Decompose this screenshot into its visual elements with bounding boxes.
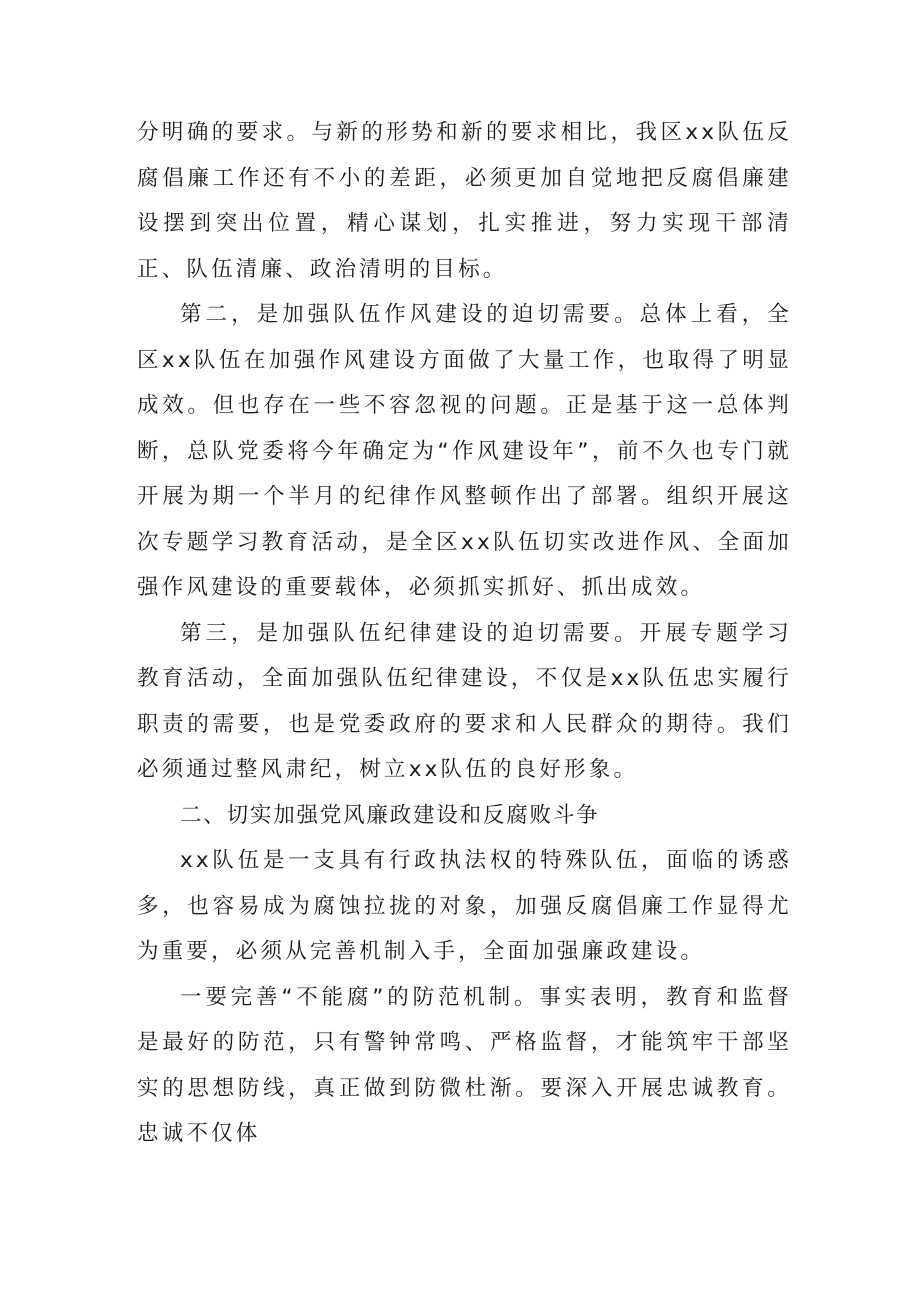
paragraph-continuation: 分明确的要求。与新的形势和新的要求相比，我区xx队伍反腐倡廉工作还有不小的差距，必须更加自觉地把反腐倡廉建设摆到突出位置，精心谋划，扎实推进，努力实现干部清正、队伍清廉、政治清明的目标。	[137, 120, 792, 282]
document-body	[137, 110, 792, 1157]
paragraph-third-point: 第三，是加强队伍纪律建设的迫切需要。开展专题学习教育活动，全面加强队伍纪律建设，不仅是xx队伍忠实履行职责的需要，也是党委政府的要求和人民群众的期待。我们必须通过整风肃纪，树立xx队伍的良好形象。	[137, 620, 792, 782]
section-heading: 二、切实加强党风廉政建设和反腐败斗争	[180, 802, 600, 828]
paragraph-second-point: 第二，是加强队伍作风建设的迫切需要。总体上看，全区xx队伍在加强作风建设方面做了大量工作，也取得了明显成效。但也存在一些不容忽视的问题。正是基于这一总体判断，总队党委将今年确定为“作风建设年”，前不久也专门就开展为期一个半月的纪律作风整顿作出了部署。组织开展这次专题学习教育活动，是全区xx队伍切实改进作风、全面加强作风建设的重要载体，必须抓实抓好、抓出成效。	[137, 302, 792, 600]
paragraph-section-intro: xx队伍是一支具有行政执法权的特殊队伍，面临的诱惑多，也容易成为腐蚀拉拢的对象，加强反腐倡廉工作显得尤为重要，必须从完善机制入手，全面加强廉政建设。	[137, 848, 792, 964]
paragraph-first-requirement: 一要完善“不能腐”的防范机制。事实表明，教育和监督是最好的防范，只有警钟常鸣、严格监督，才能筑牢干部坚实的思想防线，真正做到防微杜渐。要深入开展忠诚教育。忠诚不仅体	[137, 984, 792, 1146]
